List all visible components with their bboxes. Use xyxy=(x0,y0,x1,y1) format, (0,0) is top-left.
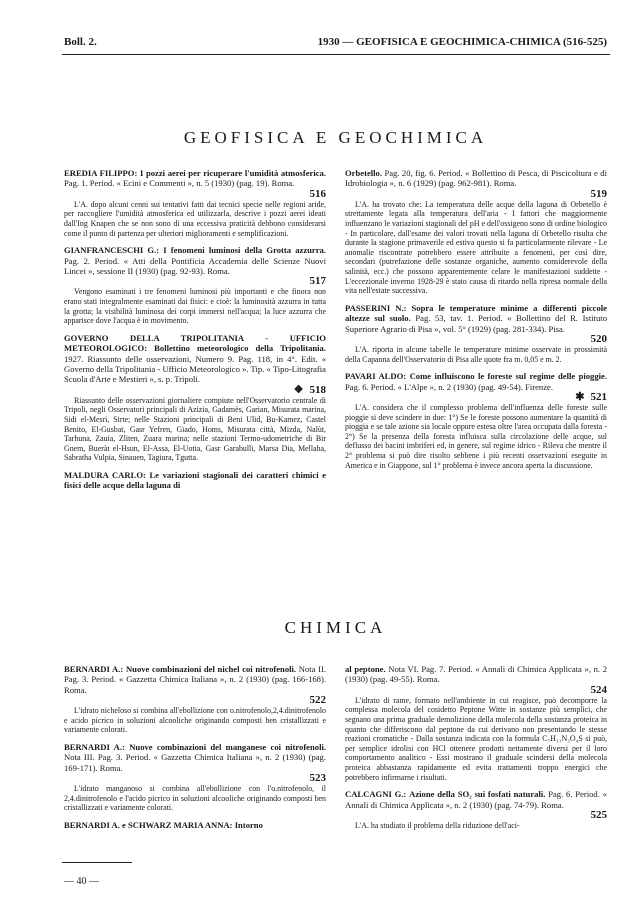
entry-number-line xyxy=(64,276,326,287)
entry-heading xyxy=(64,333,326,385)
entry-heading xyxy=(64,470,326,491)
entry-number-line xyxy=(64,773,326,784)
entry-heading xyxy=(345,371,607,392)
entry-author: CALCAGNI G.: xyxy=(345,789,407,800)
entry-number-line xyxy=(64,695,326,706)
bibliography-entry xyxy=(64,742,326,813)
entry-abstract: L'idrato nicheloso si combina all'ebollizione con o.nitrofenolo,2,4.dinitrofenolo e acido picrico in soluzioni alcooliche originando composti ben cristallizzati e variamente colorati. xyxy=(64,706,326,735)
entry-abstract: L'A. ha trovato che: La temperatura delle acque della laguna di Orbetello è strettamente legata alla temperatura dell'aria - I fattori che maggiormente influenzano le variazioni stagionali del pH e dell'ossigeno sono di ordine biologico - In particolare, dall'esame dei valori trovati nella laguna di Orbetello risulta che durante la stagione primaverile ed estiva questo si fa particolarmente rilevare - Le anomalie riscontrate potrebbero essere attribuite a fenomeni, per così dire, secondari (putrefazione delle sostanze organiche, aumento considerevole della salinità, ecc.) che possono apparentemente celare le manifestazioni suddette - L'eccezionale inverno 1928-29 è stato causa di ritardo nella ripresa normale della vita nell'estate successiva. xyxy=(345,199,607,296)
bibliography-entry xyxy=(64,664,326,735)
bibliography-entry xyxy=(345,168,607,296)
entry-author: MALDURA CARLO: xyxy=(64,469,146,480)
entry-title: Le variazioni stagionali dei caratteri chimici e fisici delle acque della laguna di xyxy=(64,469,326,491)
entry-number: 520 xyxy=(590,332,607,345)
running-header xyxy=(64,36,607,50)
geofisica-right-column xyxy=(345,168,607,477)
section-title-geofisica: GEOFISICA E GEOCHIMICA xyxy=(183,128,488,147)
entry-number: 522 xyxy=(309,694,326,707)
entry-number: 518 xyxy=(309,383,326,396)
entry-number-line xyxy=(345,685,607,696)
entry-abstract: L'A. considera che il complesso problema dell'influenza delle foreste sulle pioggie si deve scindere in due: 1°) Se le foreste possono aumentare la quantità di pioggia e se tale azione sia locale oppure estesa oltre l'area occupata dalla foresta - 2°) Se la presenza della foresta influisca sulla circolazione delle acque, sul deflusso dei bacini imbriferi ed, in genere, sul regime idrico - Rileva che mentre il 2° problema si può dire risolto sebbene i più recenti osservazioni eseguite in America e in Giappone, sul 1° problema è invece ancora aperta la discussione. xyxy=(345,402,607,470)
entry-abstract: L'A. riporta in alcune tabelle le temperature minime osservate in prossimità della Capanna dell'Osservatorio di Pisa alle quote fra m. 0,05 e m. 2. xyxy=(345,344,607,364)
entry-reference: Pag. 53, tav. 1. Period. « Bollettino del R. Istituto Superiore Agrario di Pisa », vol. 5° (1929) (pag. 281-334). Pisa. xyxy=(345,313,607,334)
entry-reference: Nota II. Pag. 3. Period. « Gazzetta Chimica Italiana », n. 2 (1930) (pag. 166-168). Roma. xyxy=(64,664,326,695)
chimica-right-column xyxy=(345,664,607,838)
entry-reference: Pag. 6. Period. « Annali di Chimica Applicata », n. 2 (1930) (pag. 74-79). Roma. xyxy=(345,789,607,810)
entry-author: BERNARDI A. e SCHWARZ MARIA ANNA: xyxy=(64,820,233,830)
entry-title: Sopra le temperature minime a differenti piccole altezze sul suolo. xyxy=(345,302,607,324)
entry-reference: Nota VI. Pag. 7. Period. « Annali di Chimica Applicata », n. 2 (1930) (pag. 49-55). Roma. xyxy=(345,664,608,685)
entry-author: GOVERNO DELLA TRIPOLITANIA - UFFICIO METEOROLOGICO: xyxy=(64,332,326,354)
entry-heading xyxy=(345,789,607,810)
entry-author: BERNARDI A.: xyxy=(64,742,125,752)
entry-reference: 1927. Riassunto delle osservazioni, Numero 9. Pag. 118, in 4°. Edit. « Governo della Tripolitania - Ufficio Meteorologico ». Tip. « Tipo-Litografia Scuola d'Arte e Mestieri », s. p. Tripoli. xyxy=(64,353,326,385)
entry-heading xyxy=(64,664,326,695)
entry-number-line xyxy=(64,385,326,396)
entry-abstract: Vengono esaminati i tre fenomeni luminosi più importanti e che finora non erano stati integralmente esaminati dai fisici: e cioè: la luminosità azzurra in tutta la grotta; la visibilità luminosa dei corpi immersi nell'acqua; la luce azzurra che apparisce dove l'acqua è in movimento. xyxy=(64,287,326,326)
bibliography-entry xyxy=(345,789,607,830)
entry-number: 523 xyxy=(309,772,326,785)
entry-title: Azione della SO₂ sui fosfati naturali. xyxy=(409,789,546,800)
entry-mark: ✱ xyxy=(575,390,585,403)
bibliography-entry xyxy=(64,820,326,830)
entry-heading xyxy=(345,168,607,189)
entry-title: Bollettino meteorologico della Tripolitania. xyxy=(154,343,326,354)
bibliography-entry xyxy=(345,664,607,782)
entry-mark: ❖ xyxy=(293,383,304,396)
entry-reference: Pag. 2. Period. « Atti della Pontificia Accademia delle Scienze Nuovi Lincei », sessione II (1930) (pag. 92-93). Roma. xyxy=(64,255,326,276)
bibliography-entry xyxy=(64,245,326,326)
entry-title: Nuove combinazioni del manganese coi nitrofenoli. xyxy=(129,742,326,752)
entry-reference: Pag. 6. Period. « L'Alpe », n. 2 (1930) (pag. 49-54). Firenze. xyxy=(345,381,553,392)
entry-title: Intorno xyxy=(234,820,263,830)
entry-number-line xyxy=(345,334,607,345)
entry-heading xyxy=(64,820,326,830)
entry-number-line xyxy=(64,189,326,200)
bibliography-entry xyxy=(64,470,326,491)
section-title-chimica: CHIMICA xyxy=(284,618,387,637)
entry-heading xyxy=(345,664,607,685)
bibliography-entry xyxy=(345,303,607,364)
entry-number-line xyxy=(345,810,607,821)
entry-number: 516 xyxy=(309,187,326,200)
entry-author: PAVARI ALDO: xyxy=(345,371,407,382)
entry-number: 524 xyxy=(590,683,607,696)
entry-reference: Pag. 1. Period. « Ecini e Commenti », n. 5 (1930) (pag. 19). Roma. xyxy=(64,178,295,189)
entry-number-line xyxy=(345,189,607,200)
geofisica-left-column xyxy=(64,168,326,498)
header-section-title: 1930 — GEOFISICA E GEOCHIMICA-CHIMICA (516-525) xyxy=(317,36,607,48)
entry-number: 519 xyxy=(590,187,607,200)
page-number: — 40 — xyxy=(64,876,99,887)
entry-heading xyxy=(345,303,607,334)
entry-abstract: L'idrato manganoso si combina all'ebollizione con l'o.nitrofenolo, il 2,4.dinitrofenolo e l'acido picrico in soluzioni alcooliche originando composti ben cristallizzati e variamente colorati. xyxy=(64,784,326,813)
entry-abstract: L'A. dopo alcuni cenni sui tentativi fatti dai tecnici specie nelle regioni aride, per raccogliere l'umidità atmosferica ed utilizzarla, descrive i pozzi aerei ideati dall'Ing Knapen che se non sono di una eccessiva praticità debbono considerarsi come il punto di partenza per ulteriori miglioramenti e semplificazioni. xyxy=(64,199,326,238)
entry-reference: Nota III. Pag. 3. Period. « Gazzetta Chimica Italiana », n. 2 (1930) (pag. 169-171). Roma. xyxy=(64,752,326,773)
entry-author: PASSERINI N.: xyxy=(345,302,407,313)
entry-title: Nuove combinazioni del nichel coi nitrofenoli. xyxy=(125,664,297,674)
entry-number: 525 xyxy=(590,808,607,821)
bibliography-entry xyxy=(345,371,607,470)
entry-heading xyxy=(64,168,326,189)
entry-number: 517 xyxy=(309,275,326,288)
entry-heading xyxy=(64,245,326,276)
entry-abstract: Riassunto delle osservazioni giornaliere compiute nell'Osservatorio centrale di Tripoli, negli Osservatori principali di Azizia, Gadamès, Garian, Misurata marina, Sidi el-Mesri, Sirte; nelle Stazioni principali di Beni Ulid, Bu-Kamez, Castel Benito, El-Gusbat, Gasr Yefren, Giado, Homs, Misurata città, Mizda, Nalùt, Tarhuna, Zauia, Zliten, Zuara marina; nelle stazioni Termo-udometriche di Bir Gnem, Bueràt el-Hsun, El-Assa, El-Uotia, Gasr Garabulli, Marsa Dia, Mellaha, Sabratha Vulpia, Sinauen, Tagiura, Tgutta. xyxy=(64,395,326,463)
entry-author: EREDIA FILIPPO: xyxy=(64,168,138,178)
entry-number-line xyxy=(345,392,607,403)
entry-title: Come influiscono le foreste sul regime delle pioggie. xyxy=(409,371,607,382)
entry-reference: Pag. 20, fig. 6. Period. « Bollettino di Pesca, di Piscicoltura e di Idrobiologia », n. 6 (1929) (pag. 962-981). Roma. xyxy=(345,168,607,189)
header-rule xyxy=(62,54,610,55)
entry-title: al peptone. xyxy=(345,664,386,674)
bibliography-entry xyxy=(64,168,326,238)
entry-title: I fenomeni luminosi della Grotta azzurra. xyxy=(163,245,326,256)
entry-author: GIANFRANCESCHI G.: xyxy=(64,245,160,256)
bibliography-entry xyxy=(64,333,326,463)
entry-abstract: L'A. ha studiato il problema della riduzione dell'aci- xyxy=(355,820,520,830)
entry-author: BERNARDI A.: xyxy=(64,664,124,674)
entry-abstract: L'idrato di rame, formato nell'ambiente in cui reagisce, può decomporre la complessa molecola del cosidetto Peptone Witte in sostanze più semplici, che segnano una prima graduale demolizione della molecola della sostanza proteica in quanto che differiscono dal peptone da cui derivano non presentando le stesse reazioni cromatiche - Dalla sostanza indicata con la formula C₇H₁₁N₃O₄S si può, per semplice idrolisi con HCl ottenere prodotti nettamente diversi per il loro comportamento analitico - Essi mostrano il graduale scindersi della molecola proteica abbastanza rapidamente ed evita trattamenti troppo energici che potrebbero infirmarne i risultati. xyxy=(345,695,607,782)
entry-title: I pozzi aerei per ricuperare l'umidità atmosferica. xyxy=(139,168,326,178)
entry-title: Orbetello. xyxy=(345,168,382,178)
entry-heading xyxy=(64,742,326,773)
footer-rule xyxy=(62,862,132,863)
entry-number: 521 xyxy=(590,390,607,403)
bulletin-number: Boll. 2. xyxy=(64,36,97,48)
chimica-left-column xyxy=(64,664,326,837)
